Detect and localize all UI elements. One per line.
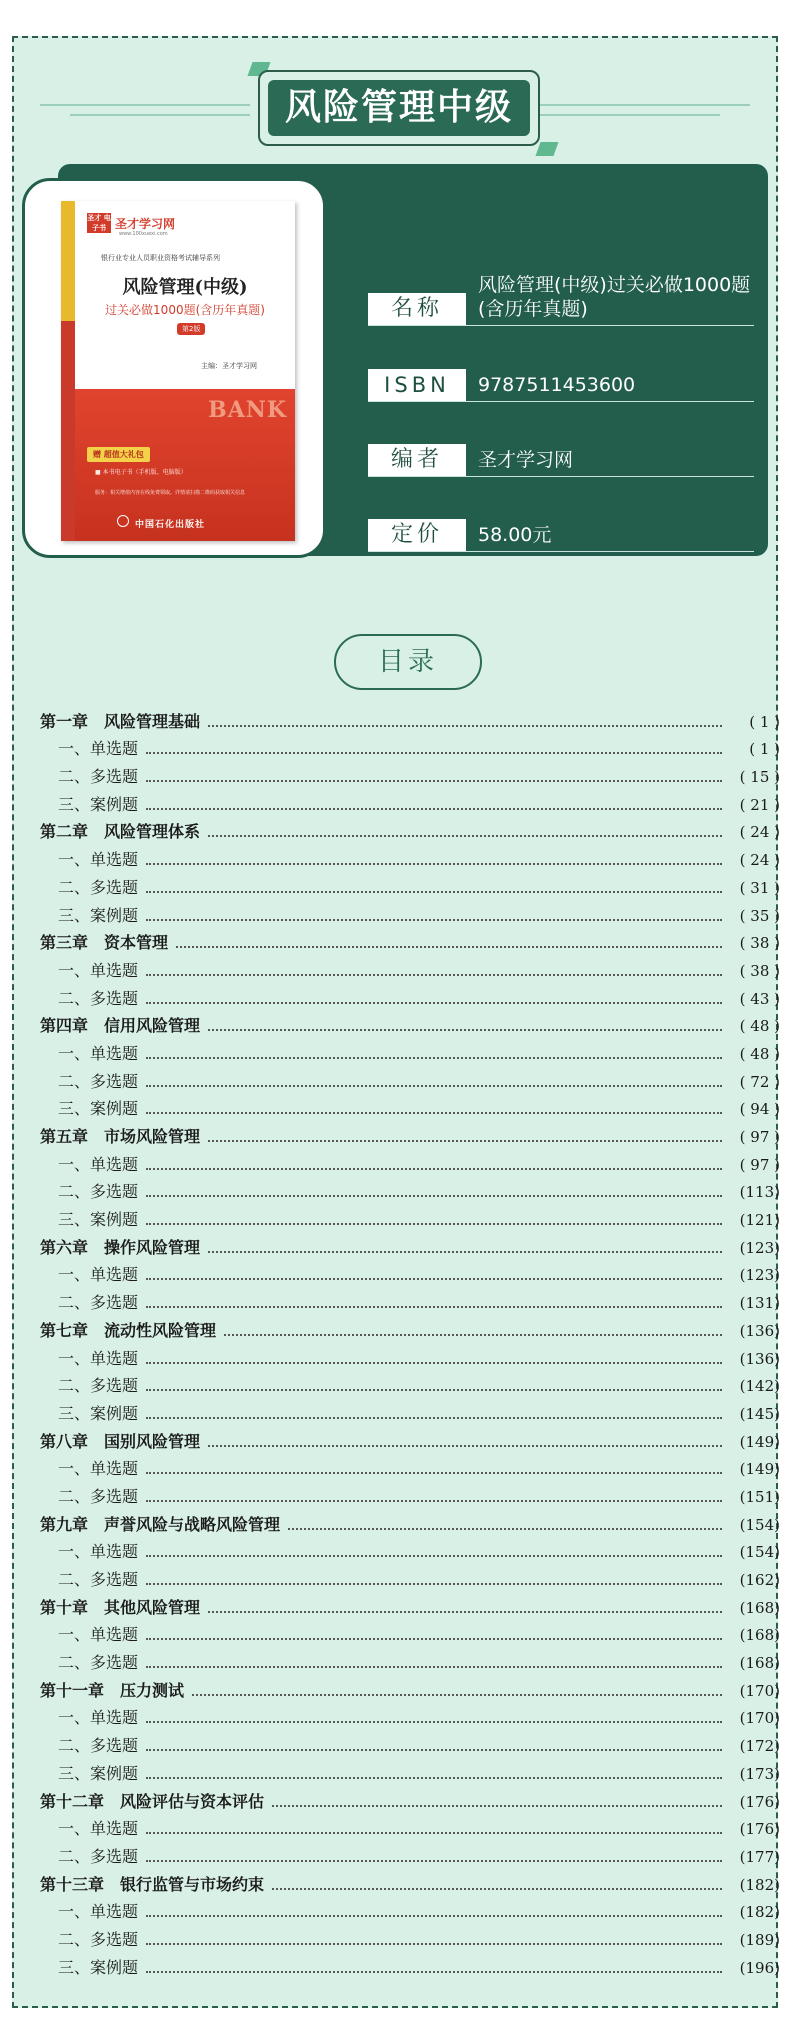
decor-line: [70, 114, 250, 116]
info-row-name: [368, 264, 754, 326]
toc-leader-dots: [146, 974, 722, 976]
toc-entry-title: 第十一章 压力测试: [40, 1680, 185, 1700]
toc-section-row: [40, 1202, 780, 1230]
cover-bank-word: BANK: [208, 397, 287, 423]
toc-entry-title: 一、单选题: [58, 1902, 139, 1922]
toc-page-number: ( 24 ): [739, 823, 780, 842]
toc-section-row: [40, 1479, 780, 1507]
toc-entry-title: 二、多选题: [58, 1929, 139, 1949]
toc-entry-title: 一、单选题: [58, 1459, 139, 1479]
info-value: 58.00元: [478, 524, 552, 546]
toc-section-row: [40, 1175, 780, 1203]
cover-subtitle: 过关必做1000题(含历年真题): [105, 303, 265, 317]
toc-page-number: (189): [739, 1930, 780, 1949]
toc-entry-title: 一、单选题: [58, 960, 139, 980]
toc-leader-dots: [146, 1749, 722, 1751]
toc-entry-title: 第十章 其他风险管理: [40, 1597, 201, 1617]
toc-leader-dots: [208, 1445, 722, 1447]
toc-leader-dots: [146, 1666, 722, 1668]
toc-leader-dots: [146, 1500, 722, 1502]
toc-entry-title: 一、单选题: [58, 1542, 139, 1562]
toc-page-number: (172): [739, 1737, 780, 1756]
toc-entry-title: 一、单选题: [58, 1819, 139, 1839]
toc-leader-dots: [146, 1472, 722, 1474]
toc-section-row: [40, 1064, 780, 1092]
toc-page-number: ( 38 ): [739, 961, 780, 980]
toc-entry-title: 第三章 资本管理: [40, 933, 169, 953]
toc-entry-title: 第一章 风险管理基础: [40, 711, 201, 731]
info-row-price: [368, 518, 754, 552]
toc-leader-dots: [146, 1195, 722, 1197]
toc-leader-dots: [288, 1528, 722, 1530]
toc-section-row: [40, 1812, 780, 1840]
toc-leader-dots: [208, 725, 722, 727]
toc-page-number: (113): [739, 1183, 780, 1202]
toc-section-row: [40, 1922, 780, 1950]
toc-entry-title: 二、多选题: [58, 767, 139, 787]
toc-page-number: (182): [739, 1875, 780, 1894]
toc-entry-title: 一、单选题: [58, 1265, 139, 1285]
toc-page-number: ( 24 ): [739, 851, 780, 870]
info-value: 9787511453600: [478, 374, 636, 396]
toc-section-row: [40, 1396, 780, 1424]
toc-entry-title: 第五章 市场风险管理: [40, 1127, 201, 1146]
toc-leader-dots: [146, 1555, 722, 1557]
cover-gift-detail: ■ 本书电子书（手机版、电脑版）: [95, 469, 187, 476]
publisher-logo-icon: [117, 515, 129, 527]
toc-leader-dots: [146, 1777, 722, 1779]
toc-section-row: [40, 1645, 780, 1673]
decor-line: [540, 114, 720, 116]
toc-chapter-row: [40, 1784, 780, 1812]
cover-edition: 第2版: [177, 323, 205, 335]
toc-leader-dots: [146, 891, 722, 893]
toc-entry-title: 二、多选题: [58, 1182, 139, 1202]
book-cover-card: [22, 178, 326, 558]
toc-leader-dots: [208, 1140, 722, 1142]
toc-leader-dots: [146, 1943, 722, 1945]
toc-leader-dots: [146, 1223, 722, 1225]
toc-entry-title: 二、多选题: [58, 877, 139, 897]
page-title: 风险管理中级: [268, 80, 530, 136]
cover-spine: [61, 201, 75, 541]
toc-leader-dots: [146, 919, 722, 921]
toc-section-row: [40, 1341, 780, 1369]
cover-publisher: 中国石化出版社: [135, 520, 206, 530]
toc-entry-title: 三、案例题: [58, 905, 139, 925]
toc-page-number: ( 48 ): [739, 1044, 780, 1063]
toc-page-number: (176): [739, 1792, 780, 1811]
toc-page-number: ( 15 ): [739, 768, 780, 787]
toc-section-row: [40, 1369, 780, 1397]
toc-chapter-row: [40, 1590, 780, 1618]
toc-leader-dots: [146, 1112, 722, 1114]
toc-entry-title: 第八章 国别风险管理: [40, 1431, 201, 1451]
toc-entry-title: 二、多选题: [58, 1293, 139, 1313]
info-row-editor: [368, 443, 754, 477]
toc-page-number: (168): [739, 1654, 780, 1673]
toc-section-row: [40, 898, 780, 926]
toc-page-number: ( 31 ): [739, 878, 780, 897]
toc-page-number: ( 35 ): [739, 906, 780, 925]
toc-chapter-row: [40, 704, 780, 732]
toc-section-row: [40, 953, 780, 981]
toc-entry-title: 二、多选题: [58, 1846, 139, 1866]
toc-section-row: [40, 1839, 780, 1867]
toc-entry-title: 三、案例题: [58, 1763, 139, 1783]
dashed-frame: [12, 36, 778, 2008]
toc-page-number: (168): [739, 1598, 780, 1617]
toc-section-row: [40, 1147, 780, 1175]
toc-entry-title: 三、案例题: [58, 1099, 139, 1119]
toc-leader-dots: [208, 835, 722, 837]
toc-section-row: [40, 1950, 780, 1978]
toc-leader-dots: [146, 1638, 722, 1640]
cover-title: 风险管理(中级): [122, 277, 248, 298]
toc-section-row: [40, 1562, 780, 1590]
toc-leader-dots: [146, 1278, 722, 1280]
toc-leader-dots: [146, 1721, 722, 1723]
toc-section-row: [40, 1895, 780, 1923]
toc-page-number: (123): [739, 1266, 780, 1285]
toc-entry-title: 二、多选题: [58, 1376, 139, 1396]
toc-entry-title: 一、单选题: [58, 1043, 139, 1063]
info-value: 圣才学习网: [478, 449, 574, 471]
toc-entry-title: 第九章 声誉风险与战略风险管理: [40, 1514, 281, 1534]
toc-page-number: (182): [739, 1903, 780, 1922]
title-banner: [14, 60, 776, 160]
toc-leader-dots: [146, 1085, 722, 1087]
toc-section-row: [40, 1285, 780, 1313]
toc-entry-title: 二、多选题: [58, 1653, 139, 1673]
toc-page-number: ( 97 ): [739, 1155, 780, 1174]
toc-page-number: (168): [739, 1626, 780, 1645]
toc-leader-dots: [146, 780, 722, 782]
toc-section-row: [40, 1258, 780, 1286]
toc-page-number: ( 97 ): [739, 1128, 780, 1146]
toc-page-number: (145): [739, 1404, 780, 1423]
toc-page-number: (154): [739, 1515, 780, 1534]
info-row-isbn: [368, 368, 754, 402]
toc-page-number: (136): [739, 1321, 780, 1340]
toc-page-number: (149): [739, 1432, 780, 1451]
toc-entry-title: 三、案例题: [58, 794, 139, 814]
table-of-contents: [40, 704, 780, 1978]
toc-section-row: [40, 732, 780, 760]
cover-red-band: [75, 389, 295, 541]
toc-page-number: ( 43 ): [739, 989, 780, 1008]
toc-leader-dots: [146, 1915, 722, 1917]
toc-page-number: (176): [739, 1820, 780, 1839]
toc-section-row: [40, 981, 780, 1009]
toc-leader-dots: [224, 1334, 722, 1336]
toc-leader-dots: [146, 752, 722, 754]
toc-entry-title: 二、多选题: [58, 1486, 139, 1506]
toc-section-row: [40, 1036, 780, 1064]
toc-page-number: (151): [739, 1487, 780, 1506]
toc-section-row: [40, 759, 780, 787]
book-cover-image: [61, 201, 295, 541]
toc-chapter-row: [40, 1507, 780, 1535]
toc-page-number: (196): [739, 1958, 780, 1977]
toc-section-row: [40, 1701, 780, 1729]
toc-entry-title: 三、案例题: [58, 1957, 139, 1977]
toc-entry-title: 二、多选题: [58, 1570, 139, 1589]
toc-page-number: (177): [739, 1847, 780, 1866]
toc-leader-dots: [192, 1694, 722, 1696]
toc-leader-dots: [146, 1306, 722, 1308]
toc-leader-dots: [146, 1583, 722, 1585]
toc-leader-dots: [146, 1389, 722, 1391]
toc-chapter-row: [40, 1673, 780, 1701]
toc-chapter-row: [40, 1313, 780, 1341]
title-box: [258, 70, 540, 146]
info-label: 名称: [368, 293, 466, 325]
toc-leader-dots: [146, 863, 722, 865]
toc-leader-dots: [146, 1971, 722, 1973]
toc-entry-title: 第四章 信用风险管理: [40, 1016, 201, 1036]
toc-entry-title: 一、单选题: [58, 1154, 139, 1174]
logo-url: www.100xuexi.com: [119, 231, 168, 237]
info-value: 风险管理(中级)过关必做1000题(含历年真题): [478, 274, 751, 320]
toc-leader-dots: [176, 946, 722, 948]
toc-entry-title: 一、单选题: [58, 739, 139, 759]
toc-chapter-row: [40, 926, 780, 954]
toc-page-number: (170): [739, 1709, 780, 1728]
toc-chapter-row: [40, 1867, 780, 1895]
toc-page-number: ( 94 ): [739, 1100, 780, 1119]
toc-leader-dots: [146, 1860, 722, 1862]
toc-leader-dots: [146, 1057, 722, 1059]
toc-leader-dots: [208, 1251, 722, 1253]
toc-section-row: [40, 1092, 780, 1120]
toc-entry-title: 二、多选题: [58, 1736, 139, 1756]
toc-section-row: [40, 1452, 780, 1480]
toc-chapter-row: [40, 1230, 780, 1258]
toc-leader-dots: [146, 1362, 722, 1364]
toc-section-row: [40, 1535, 780, 1563]
info-label: 编者: [368, 444, 466, 476]
toc-chapter-row: [40, 1424, 780, 1452]
toc-page-number: ( 1 ): [749, 712, 780, 731]
decor-line: [40, 104, 250, 106]
toc-entry-title: 第二章 风险管理体系: [40, 822, 201, 842]
toc-leader-dots: [208, 1029, 722, 1031]
toc-heading: 目录: [334, 634, 482, 690]
toc-section-row: [40, 1756, 780, 1784]
toc-entry-title: 一、单选题: [58, 1348, 139, 1368]
toc-section-row: [40, 870, 780, 898]
toc-page-number: ( 1 ): [749, 740, 780, 759]
toc-page-number: (149): [739, 1460, 780, 1479]
toc-leader-dots: [272, 1805, 722, 1807]
toc-chapter-row: [40, 1119, 780, 1147]
toc-page-number: (121): [739, 1211, 780, 1230]
toc-page-number: (131): [739, 1294, 780, 1313]
toc-entry-title: 第七章 流动性风险管理: [40, 1320, 217, 1340]
toc-page-number: (173): [739, 1764, 780, 1783]
logo-text: 圣才学习网: [115, 216, 176, 231]
toc-entry-title: 第十三章 银行监管与市场约束: [40, 1874, 265, 1894]
toc-entry-title: 第六章 操作风险管理: [40, 1237, 201, 1257]
decor-block: [535, 142, 558, 156]
toc-leader-dots: [146, 1002, 722, 1004]
toc-leader-dots: [272, 1888, 722, 1890]
toc-section-row: [40, 842, 780, 870]
toc-page-number: (123): [739, 1238, 780, 1257]
toc-entry-title: 一、单选题: [58, 1625, 139, 1645]
toc-page-number: (162): [739, 1571, 780, 1589]
toc-section-row: [40, 787, 780, 815]
toc-entry-title: 二、多选题: [58, 1071, 139, 1091]
cover-series: 银行业专业人员职业资格考试辅导系列: [101, 254, 220, 262]
toc-page-number: ( 48 ): [739, 1017, 780, 1036]
toc-section-row: [40, 1728, 780, 1756]
cover-editor: 主编：圣才学习网: [201, 362, 257, 370]
cover-gift-note: 服务：相关增值内容在线免费领取。详情请扫描二维码获取相关信息: [95, 490, 246, 496]
toc-page-number: (142): [739, 1377, 780, 1396]
toc-entry-title: 二、多选题: [58, 988, 139, 1008]
toc-leader-dots: [208, 1611, 722, 1613]
toc-chapter-row: [40, 815, 780, 843]
decor-line: [540, 104, 750, 106]
toc-leader-dots: [146, 1832, 722, 1834]
toc-chapter-row: [40, 1009, 780, 1037]
toc-entry-title: 第十二章 风险评估与资本评估: [40, 1791, 265, 1811]
cover-gift-badge: 赠 超值大礼包: [87, 447, 150, 462]
toc-leader-dots: [146, 808, 722, 810]
toc-leader-dots: [146, 1417, 722, 1419]
toc-entry-title: 一、单选题: [58, 1708, 139, 1728]
toc-page-number: (170): [739, 1681, 780, 1700]
toc-entry-title: 三、案例题: [58, 1403, 139, 1423]
toc-page-number: ( 72 ): [739, 1072, 780, 1091]
toc-page-number: ( 21 ): [739, 795, 780, 814]
cover-logo: [87, 213, 175, 233]
toc-entry-title: 一、单选题: [58, 850, 139, 870]
toc-page-number: (136): [739, 1349, 780, 1368]
toc-page-number: (154): [739, 1543, 780, 1562]
toc-page-number: ( 38 ): [739, 934, 780, 953]
logo-mark: 圣才 电子书: [87, 214, 111, 232]
toc-section-row: [40, 1618, 780, 1646]
info-label: ISBN: [368, 369, 466, 401]
info-label: 定价: [368, 519, 466, 551]
toc-entry-title: 三、案例题: [58, 1210, 139, 1230]
toc-leader-dots: [146, 1168, 722, 1170]
